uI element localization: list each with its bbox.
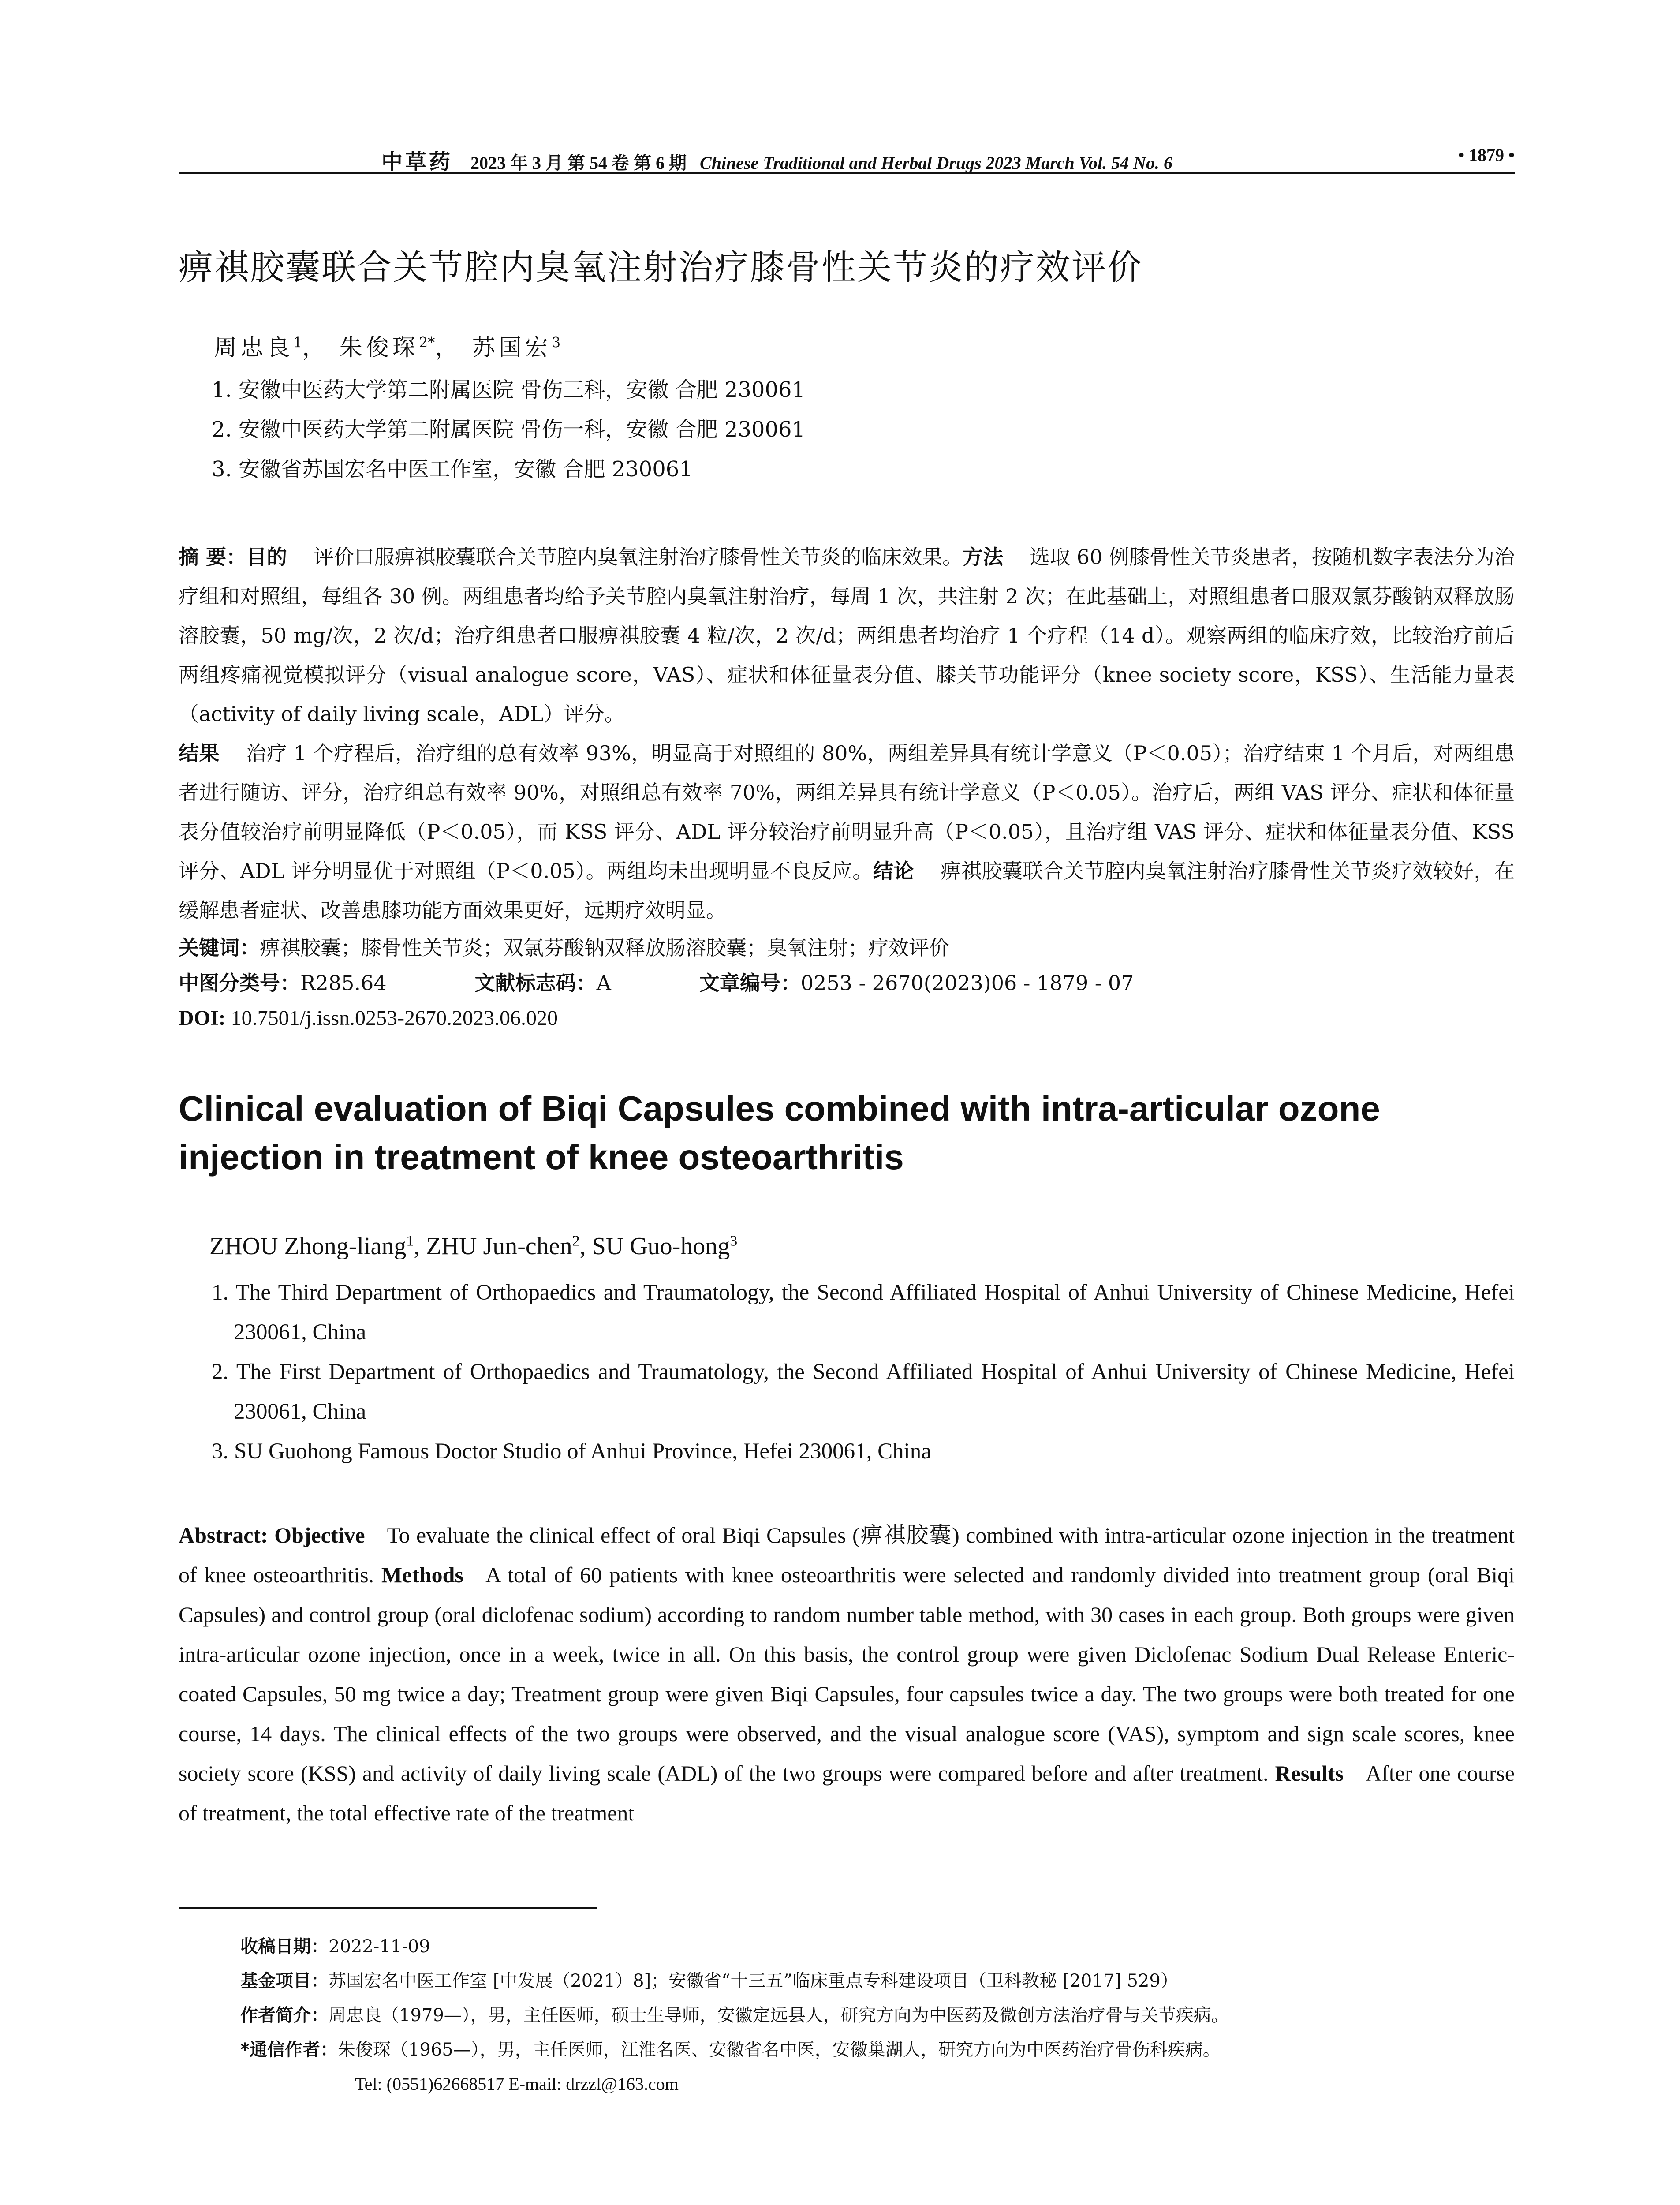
received-value: 2022-11-09 [329,1936,430,1957]
affiliation: 2. 安徽中医药大学第二附属医院 骨伤一科，安徽 合肥 230061 [212,417,806,442]
running-header [179,141,1515,174]
title-cn: 痹祺胶囊联合关节腔内臭氧注射治疗膝骨性关节炎的疗效评价 [179,248,1143,288]
clc-label: 中图分类号： [179,971,300,995]
author-sup: 1 [293,334,302,351]
keywords-label: 关键词： [179,936,260,960]
doi-label: DOI: [179,1006,226,1030]
title-en-line: injection in treatment of knee osteoarthritis [179,1137,904,1177]
author-sup: 2 [572,1233,580,1249]
conclusion-text: 痹祺胶囊联合关节腔内臭氧注射治疗膝骨性关节炎疗效较好，在缓解患者症状、改善患膝功能方面效果更好，远期疗效明显。 [179,859,1515,922]
results-label: Results [1275,1761,1344,1786]
objective-label: 目的 [246,545,287,569]
author-name: 朱俊琛 [339,335,419,361]
doc-label: 文献标志码： [474,971,597,995]
author-name: SU Guo-hong [592,1233,730,1260]
doi-value: 10.7501/j.issn.0253-2670.2023.06.020 [231,1006,558,1030]
abstract-label: 摘 要： [179,545,247,569]
results-text: 治疗 1 个疗程后，治疗组的总有效率 93%，明显高于对照组的 80%，两组差异具有统计学意义（P＜0.05）；治疗结束 1 个月后，对两组患者进行随访、评分，治疗组总有效率 90%，对照组总有效率 70%，两组差异具有统计学意义（P＜0.05）。治疗后，两组 VAS 评分、症状和体征量表分值较治疗前明显降低（P＜0.05），而 KSS 评分、ADL 评分较治疗前明显升高（P＜0.05），且治疗组 VAS 评分、症状和体征量表分值、KSS 评分、ADL 评分明显优于对照组（P＜0.05）。两组均未出现明显不良反应。 [179,741,1515,883]
doi [179,1001,1515,1036]
title-en [179,1084,1515,1181]
objective-text: 评价口服痹祺胶囊联合关节腔内臭氧注射治疗膝骨性关节炎的临床效果。 [314,545,963,569]
abstract-label: Abstract: [179,1523,268,1547]
methods-label: Methods [381,1562,463,1587]
article-label: 文章编号： [699,971,801,995]
affiliation: 1. The Third Department of Orthopaedics and Traumatology, the Second Affiliated Hospital of Anhui University of Chinese Medicine, Hefei 230061, China [212,1280,1515,1345]
title-en-line: Clinical evaluation of Biqi Capsules combined with intra-articular ozone [179,1089,1380,1128]
conclusion-label: 结论 [873,859,914,883]
abstract-cn [179,538,1515,930]
results-label: 结果 [179,741,220,765]
objective-label: Objective [274,1523,365,1547]
author-sup: 3 [730,1233,738,1249]
footnotes [240,1929,1519,2101]
footnote-rule [179,1907,597,1909]
clc-value: R285.64 [300,971,387,995]
classification [179,965,1515,1001]
author-bio [240,1998,1519,2033]
corresponding-author [240,2033,1519,2067]
author-bio-value: 周忠良（1979—），男，主任医师，硕士生导师，安徽定远县人，研究方向为中医药及微创方法治疗骨与关节疾病。 [329,2005,1229,2026]
abstract-en [179,1515,1515,1833]
methods-label: 方法 [963,545,1004,569]
article-page [179,141,1515,1833]
methods-text: 选取 60 例膝骨性关节炎患者，按随机数字表法分为治疗组和对照组，每组各 30 例。两组患者均给予关节腔内臭氧注射治疗，每周 1 次，共注射 2 次；在此基础上，对照组患者口服双氯芬酸钠双释放肠溶胶囊，50 mg/次，2 次/d；治疗组患者口服痹祺胶囊 4 粒/次，2 次/d；两组患者均治疗 1 个疗程（14 d）。观察两组的临床疗效，比较治疗前后两组疼痛视觉模拟评分（visual analogue score，VAS）、症状和体征量表分值、膝关节功能评分（knee society score，KSS）、生活能力量表（activity of daily living scale，ADL）评分。 [179,545,1515,726]
affiliations-cn [212,370,1515,489]
author-name: ZHU Jun-chen [426,1233,572,1260]
author-sup: 3 [551,334,561,351]
received-label: 收稿日期： [240,1936,329,1957]
affiliation: 3. 安徽省苏国宏名中医工作室，安徽 合肥 230061 [212,457,693,482]
author-name: ZHOU Zhong-liang [209,1233,407,1260]
corr-label: *通信作者： [240,2040,338,2060]
author-name: 苏国宏 [472,335,552,361]
keywords-text: 痹祺胶囊；膝骨性关节炎；双氯芬酸钠双释放肠溶胶囊；臭氧注射；疗效评价 [260,936,949,960]
objective-text: To evaluate the clinical effect of oral Biqi Capsules (痹祺胶囊) combined with intra-articular ozone injection in the treatment of knee osteoarthritis. [179,1523,1515,1587]
article-value: 0253 - 2670(2023)06 - 1879 - 07 [800,971,1134,995]
journal-logo: 中草药 [381,150,453,174]
received-date [240,1929,1519,1964]
doc-value: A [596,971,611,995]
author-sup: 1 [406,1233,414,1249]
contact-info: Tel: (0551)62668517 E-mail: drzzl@163.com [355,2074,679,2094]
corr-value: 朱俊琛（1965—），男，主任医师，江淮名医、安徽省名中医，安徽巢湖人，研究方向为中医药治疗骨伤科疾病。 [337,2040,1221,2060]
affiliation: 3. SU Guohong Famous Doctor Studio of Anhui Province, Hefei 230061, China [212,1439,931,1464]
fund [240,1964,1519,1998]
affiliations-en [212,1273,1515,1471]
fund-value: 苏国宏名中医工作室 [中发展（2021）8]；安徽省“十三五”临床重点专科建设项目（卫科教秘 [2017] 529） [329,1971,1178,1991]
authors-cn: 周忠良$^1$， 朱俊琛$^{2*}$， 苏国宏$^3$ [214,334,561,361]
authors-en: ZHOU Zhong-liang$^1$, ZHU Jun-chen$^2$, SU Guo-hong$^3$ [209,1233,738,1260]
author-sup: 2* [418,334,435,351]
fund-label: 基金项目： [240,1971,329,1991]
journal-name-en: Chinese Traditional and Herbal Drugs 2023 March Vol. 54 No. 6 [700,153,1173,173]
affiliation: 1. 安徽中医药大学第二附属医院 骨伤三科，安徽 合肥 230061 [212,377,806,402]
issue-info: 2023 年 3 月 第 54 卷 第 6 期 [470,153,687,173]
header-center [381,145,1172,175]
affiliation: 2. The First Department of Orthopaedics and Traumatology, the Second Affiliated Hospital of Anhui University of Chinese Medicine, Hefei 230061, China [212,1360,1515,1424]
results-text: After one course of treatment, the total effective rate of the treatment [179,1761,1515,1825]
author-name: 周忠良 [214,335,294,361]
methods-text: A total of 60 patients with knee osteoarthritis were selected and randomly divided into treatment group (oral Biqi Capsules) and control group (oral diclofenac sodium) according to random number table method, with 30 cases in each group. Both groups were given intra-articular ozone injection, once in a week, twice in all. On this basis, the control group were given Diclofenac Sodium Dual Release Enteric-coated Capsules, 50 mg twice a day; Treatment group were given Biqi Capsules, four capsules twice a day. The two groups were both treated for one course, 14 days. The clinical effects of the two groups were observed, and the visual analogue score (VAS), symptom and sign scale scores, knee society score (KSS) and activity of daily living scale (ADL) of the two groups were compared before and after treatment. [179,1562,1515,1786]
author-bio-label: 作者简介： [240,2005,329,2026]
keywords [179,930,1515,965]
page-number: • 1879 • [1458,145,1515,165]
